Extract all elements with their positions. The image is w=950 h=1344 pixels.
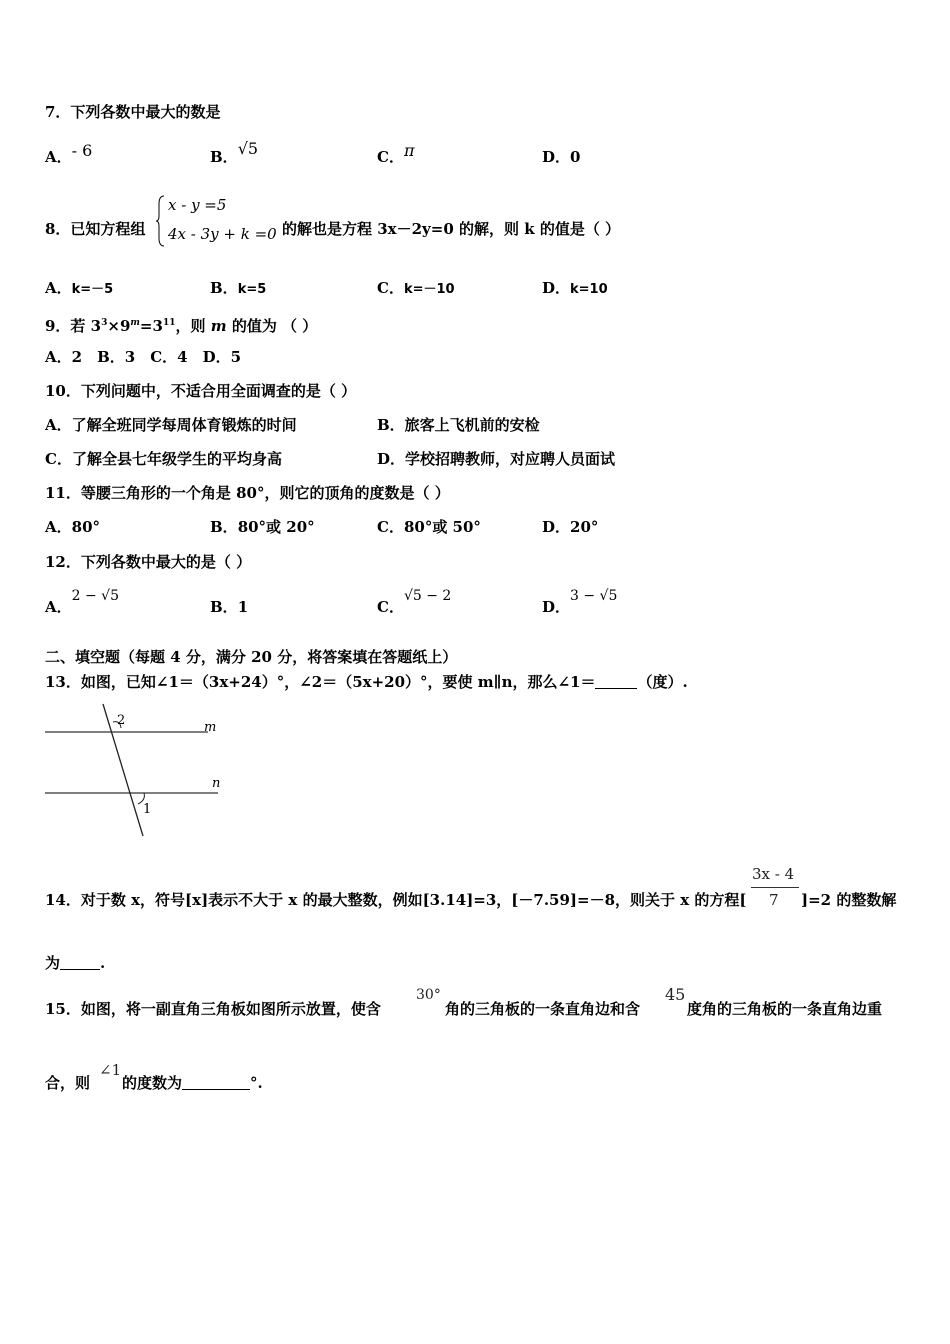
q10-option-b: B．旅客上飞机前的安检 (377, 416, 540, 434)
q8-brace (156, 194, 166, 248)
q15-line2-b: 的度数为 °. (122, 1074, 263, 1092)
q8-option-a: A．k=－5 (45, 279, 114, 297)
q7-option-d: D．0 (542, 148, 581, 166)
q12-stem: 12．下列各数中最大的是（ ） (45, 553, 252, 571)
q10-stem: 10．下列问题中，不适合用全面调查的是（ ） (45, 382, 357, 400)
q15-angle-45: 45 (665, 985, 686, 1004)
section2-heading: 二、填空题（每题 4 分，满分 20 分，将答案填在答题纸上） (45, 648, 458, 666)
q14-fraction-denominator: 7 (769, 891, 779, 909)
q11-option-a: A．80° (45, 518, 101, 536)
q8-eq1: x - y =5 (168, 196, 227, 214)
q10-option-d: D．学校招聘教师，对应聘人员面试 (377, 450, 616, 468)
q8-eq2: 4x - 3y + k =0 (168, 225, 277, 243)
q15-angle-30: 30° (416, 987, 441, 1003)
q8-option-b: B．k=5 (210, 279, 267, 297)
q7-stem: 7．下列各数中最大的数是 (45, 103, 221, 121)
q11-stem: 11．等腰三角形的一个角是 80°，则它的顶角的度数是（ ） (45, 484, 450, 502)
q14-stem-post: ]=2 的整数解 (801, 891, 897, 909)
label-m: m (204, 720, 217, 735)
q7-option-a: A．- 6 (45, 141, 93, 166)
q9-options: A．2 B．3 C．4 D．5 (45, 348, 242, 366)
q12-option-a: A．2 − √5 (45, 588, 120, 616)
q8-option-d: D．k=10 (542, 279, 608, 297)
q11-option-d: D．20° (542, 518, 599, 536)
q12-option-b: B．1 (210, 598, 249, 616)
q14-fraction-bar (751, 887, 799, 888)
q13-figure (40, 700, 230, 840)
q15-stem-a: 15．如图，将一副直角三角板如图所示放置，使含 (45, 1000, 381, 1018)
label-n: n (212, 776, 221, 791)
q12-option-d: D．3 − √5 (542, 588, 618, 616)
q10-option-c: C．了解全县七年级学生的平均身高 (45, 450, 282, 468)
q8-post: 的解也是方程 3x－2y=0 的解，则 k 的值是（ ） (282, 220, 621, 238)
q12-option-c: C．√5 − 2 (377, 588, 452, 616)
q15-stem-b: 角的三角板的一条直角边和含 (445, 1000, 641, 1018)
q11-option-c: C．80°或 50° (377, 518, 481, 536)
q11-option-b: B．80°或 20° (210, 518, 315, 536)
q14-fraction-numerator: 3x - 4 (752, 865, 795, 883)
q10-option-a: A．了解全班同学每周体育锻炼的时间 (45, 416, 297, 434)
q7-option-c: C．π (377, 141, 415, 166)
label-1: 1 (143, 802, 152, 817)
q7-option-b: B．√5 (210, 139, 259, 166)
label-2: 2 (117, 713, 126, 728)
q13-stem: 13．如图，已知∠1＝（3x+24）°，∠2＝（5x+20）°，要使 m∥n，那么∠1＝ （度）. (45, 673, 688, 691)
q15-stem-c: 度角的三角板的一条直角边重 (687, 1000, 883, 1018)
q8-option-c: C．k=－10 (377, 279, 455, 297)
q9-stem: 9．若 $3^3\times 9^m=3^{11}$，则 m 的值为 （ ） (45, 317, 318, 335)
q14-answer-line: 为 . (45, 954, 106, 972)
q14-stem-pre: 14．对于数 x，符号[x]表示不大于 x 的最大整数，例如[3.14]=3，[－7.59]=－8，则关于 x 的方程[ (45, 891, 747, 909)
q8-pre: 8．已知方程组 (45, 220, 146, 238)
q15-line2-a: 合，则 (45, 1074, 91, 1092)
q15-angle-1: ∠1 (99, 1061, 122, 1079)
